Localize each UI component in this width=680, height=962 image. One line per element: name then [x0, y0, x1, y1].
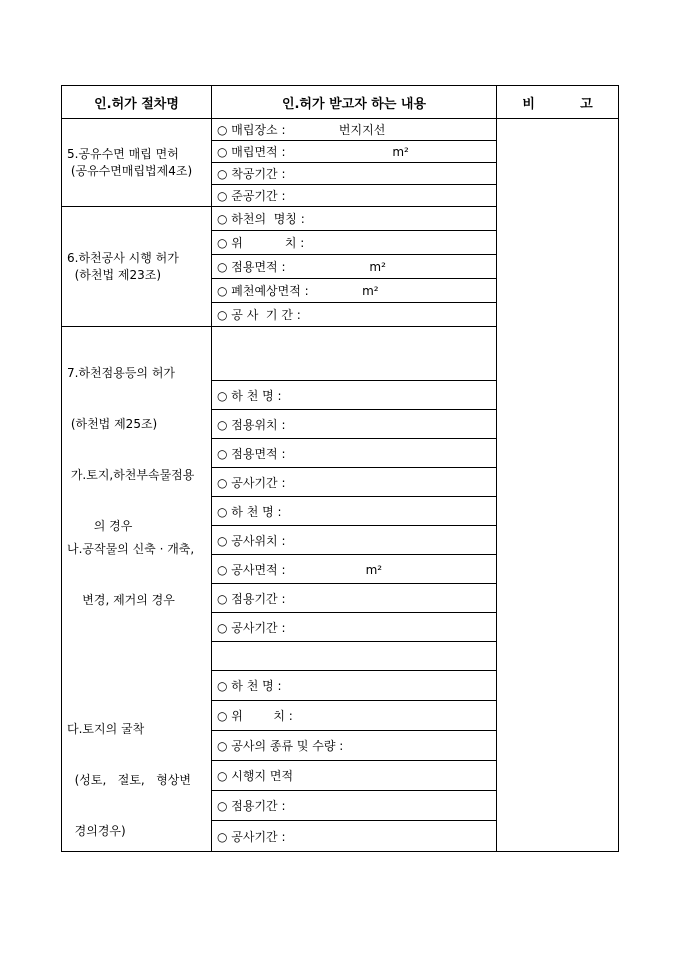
field-row-construction-period-b: ○ 공사기간 :	[212, 613, 496, 642]
field-row-start-period: ○ 착공기간 :	[212, 163, 496, 185]
field-row-construction-location-b: ○ 공사위치 :	[212, 526, 496, 555]
section6-title-cell	[62, 207, 211, 327]
header-procedure-name: 인.허가 절차명	[62, 86, 212, 118]
section5-title-line1: 5.공유수면 매립 면허	[67, 146, 179, 161]
table-header-row	[62, 86, 618, 119]
field-row-location-c: ○ 위 치 :	[212, 701, 496, 731]
field-row-occupancy-period-c: ○ 점용기간 :	[212, 791, 496, 821]
permit-content-column	[212, 119, 497, 851]
field-row-river-name: ○ 하천의 명칭 :	[212, 207, 496, 231]
section7-title-line2: (하천법 제25조)	[67, 417, 158, 431]
field-row-river-name-b: ○ 하 천 명 :	[212, 497, 496, 526]
section5-title-cell	[62, 119, 211, 207]
case-b-line2: 변경, 제거의 경우	[67, 593, 175, 607]
section7-title-line4: 의 경우	[67, 519, 133, 533]
section5-title-line2: (공유수면매립법제4조)	[67, 163, 193, 178]
remarks-cell	[497, 119, 618, 851]
field-row-landfill-area: ○ 매립면적 : m²	[212, 141, 496, 163]
field-row-occupancy-area: ○ 점용면적 : m²	[212, 255, 496, 279]
field-row-construction-area-b: ○ 공사면적 : m²	[212, 555, 496, 584]
empty-row	[212, 327, 496, 381]
section7-case-c-title	[67, 687, 191, 874]
field-row-construction-period-c: ○ 공사기간 :	[217, 829, 286, 844]
header-remarks: 비 고	[522, 96, 593, 112]
field-row-completion-period: ○ 준공기간 :	[212, 185, 496, 207]
field-row-abolished-river-area: ○ 폐천예상면적 : m²	[212, 279, 496, 303]
field-row-river-name-c: ○ 하 천 명 :	[212, 671, 496, 701]
section6-title-line2: (하천법 제23조)	[67, 267, 162, 282]
field-row-construction-period-a: ○ 공사기간 :	[212, 468, 496, 497]
header-permit-content: 인.허가 받고자 하는 내용	[212, 86, 497, 118]
section7-title-line3: 가.토지,하천부속물점용	[67, 468, 195, 482]
case-b-line1: 나.공작물의 신축 · 개축,	[67, 542, 195, 556]
field-row-river-name-a: ○ 하 천 명 :	[212, 381, 496, 410]
case-c-line3: 경의경우)	[67, 824, 126, 838]
section7-title-cell	[62, 327, 211, 851]
empty-row	[212, 642, 496, 671]
field-row-location: ○ 위 치 :	[212, 231, 496, 255]
field-row-landfill-location: ○ 매립장소 : 번지지선	[212, 119, 496, 141]
field-row-occupancy-area-a: ○ 점용면적 :	[212, 439, 496, 468]
procedure-name-column	[62, 119, 212, 851]
case-c-line1: 다.토지의 굴착	[67, 722, 145, 736]
section7-case-b-title	[67, 507, 194, 643]
section7-title-line1: 7.하천점용등의 허가	[67, 366, 176, 380]
field-row-occupancy-location-a: ○ 점용위치 :	[212, 410, 496, 439]
field-row-occupancy-period-b: ○ 점용기간 :	[212, 584, 496, 613]
field-row-site-area-c: ○ 시행지 면적	[212, 761, 496, 791]
field-row-construction-period: ○ 공 사 기 간 :	[212, 303, 496, 327]
section6-title-line1: 6.하천공사 시행 허가	[67, 250, 179, 265]
case-c-line2: (성토, 절토, 형상변	[67, 773, 191, 787]
table-body	[62, 119, 618, 851]
field-row-work-type-quantity-c: ○ 공사의 종류 및 수량 :	[212, 731, 496, 761]
remarks-column	[497, 119, 618, 851]
permit-procedure-table	[61, 85, 619, 852]
